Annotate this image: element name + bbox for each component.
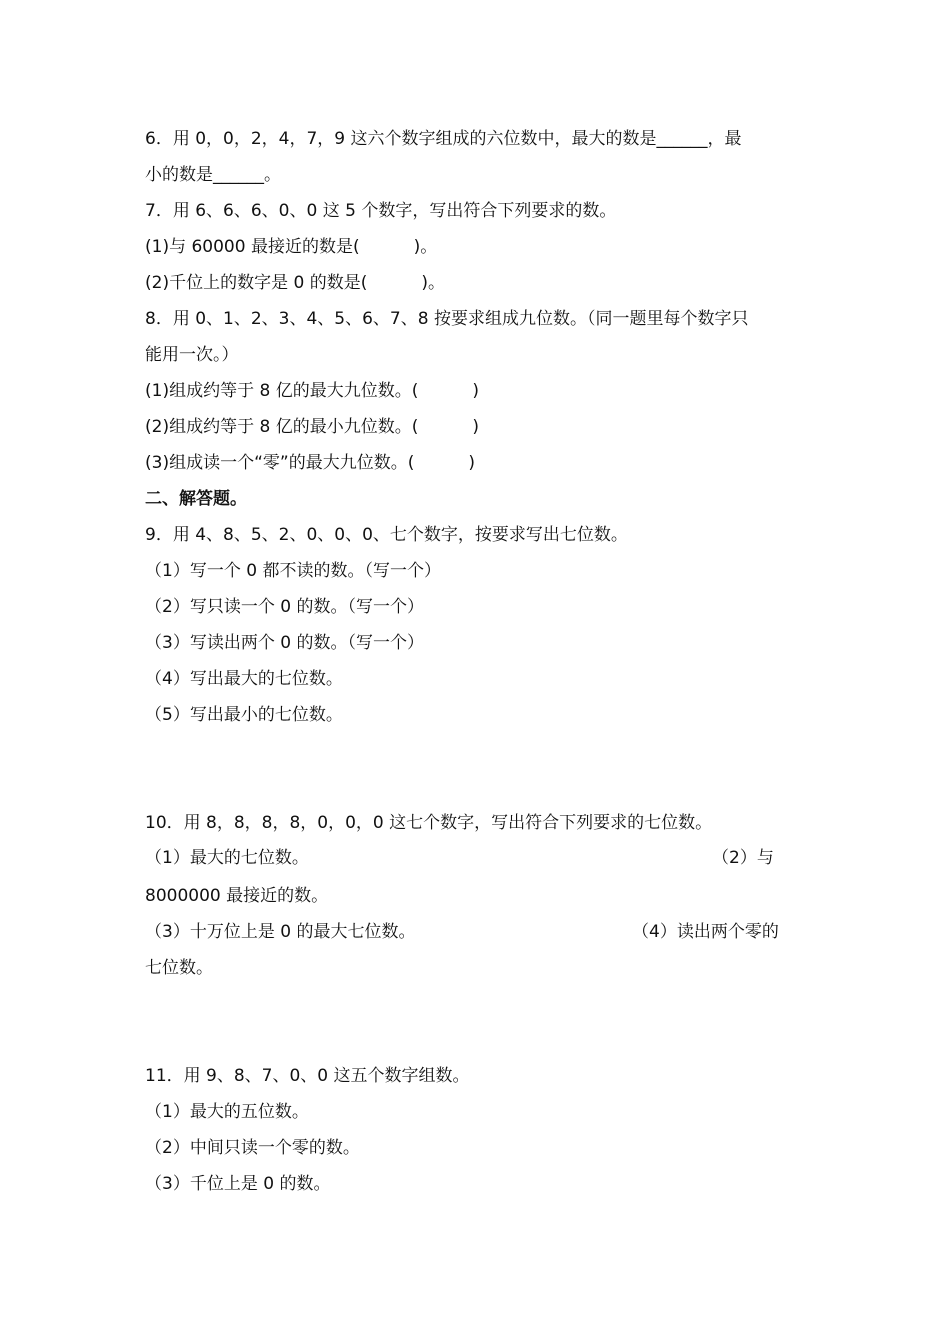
q10-part-3: （3）十万位上是 0 的最大七位数。 — [145, 922, 416, 942]
q7-part-1: (1)与 60000 最接近的数是( )。 — [145, 237, 438, 257]
q8-part-3: (3)组成读一个“零”的最大九位数。( ) — [145, 453, 475, 473]
q9-stem: 9．用 4、8、5、2、0、0、0、七个数字，按要求写出七位数。 — [145, 525, 628, 545]
q8-part-2: (2)组成约等于 8 亿的最小九位数。( ) — [145, 417, 480, 437]
q6-line2: 小的数是______。 — [145, 165, 281, 185]
q6-line1: 6．用 0，0，2，4，7，9 这六个数字组成的六位数中，最大的数是______，最 — [145, 129, 742, 149]
q9-part-1: （1）写一个 0 都不读的数。（写一个） — [145, 561, 441, 581]
q11-part-2: （2）中间只读一个零的数。 — [145, 1138, 360, 1158]
section-title-answers: 二、解答题。 — [145, 489, 247, 509]
q11-stem: 11．用 9、8、7、0、0 这五个数字组数。 — [145, 1066, 470, 1086]
q11-part-1: （1）最大的五位数。 — [145, 1102, 309, 1122]
q8-line1: 8．用 0、1、2、3、4、5、6、7、8 按要求组成九位数。（同一题里每个数字只 — [145, 309, 749, 329]
q10-part-2-start: （2）与 — [712, 848, 774, 868]
q10-part-2-end: 8000000 最接近的数。 — [145, 886, 329, 906]
q11-part-3: （3）千位上是 0 的数。 — [145, 1174, 331, 1194]
q10-stem: 10．用 8，8，8，8，0，0，0 这七个数字，写出符合下列要求的七位数。 — [145, 813, 713, 833]
q8-line2: 能用一次。） — [145, 345, 239, 365]
q10-part-4-start: （4）读出两个零的 — [632, 922, 779, 942]
q9-part-4: （4）写出最大的七位数。 — [145, 669, 343, 689]
q8-part-1: (1)组成约等于 8 亿的最大九位数。( ) — [145, 381, 480, 401]
q9-part-2: （2）写只读一个 0 的数。（写一个） — [145, 597, 424, 617]
q10-part-4-end: 七位数。 — [145, 958, 213, 978]
q10-part-1: （1）最大的七位数。 — [145, 848, 309, 868]
q9-part-3: （3）写读出两个 0 的数。（写一个） — [145, 633, 424, 653]
q9-part-5: （5）写出最小的七位数。 — [145, 705, 343, 725]
q7-part-2: (2)千位上的数字是 0 的数是( )。 — [145, 273, 446, 293]
q7-stem: 7．用 6、6、6、0、0 这 5 个数字，写出符合下列要求的数。 — [145, 201, 617, 221]
